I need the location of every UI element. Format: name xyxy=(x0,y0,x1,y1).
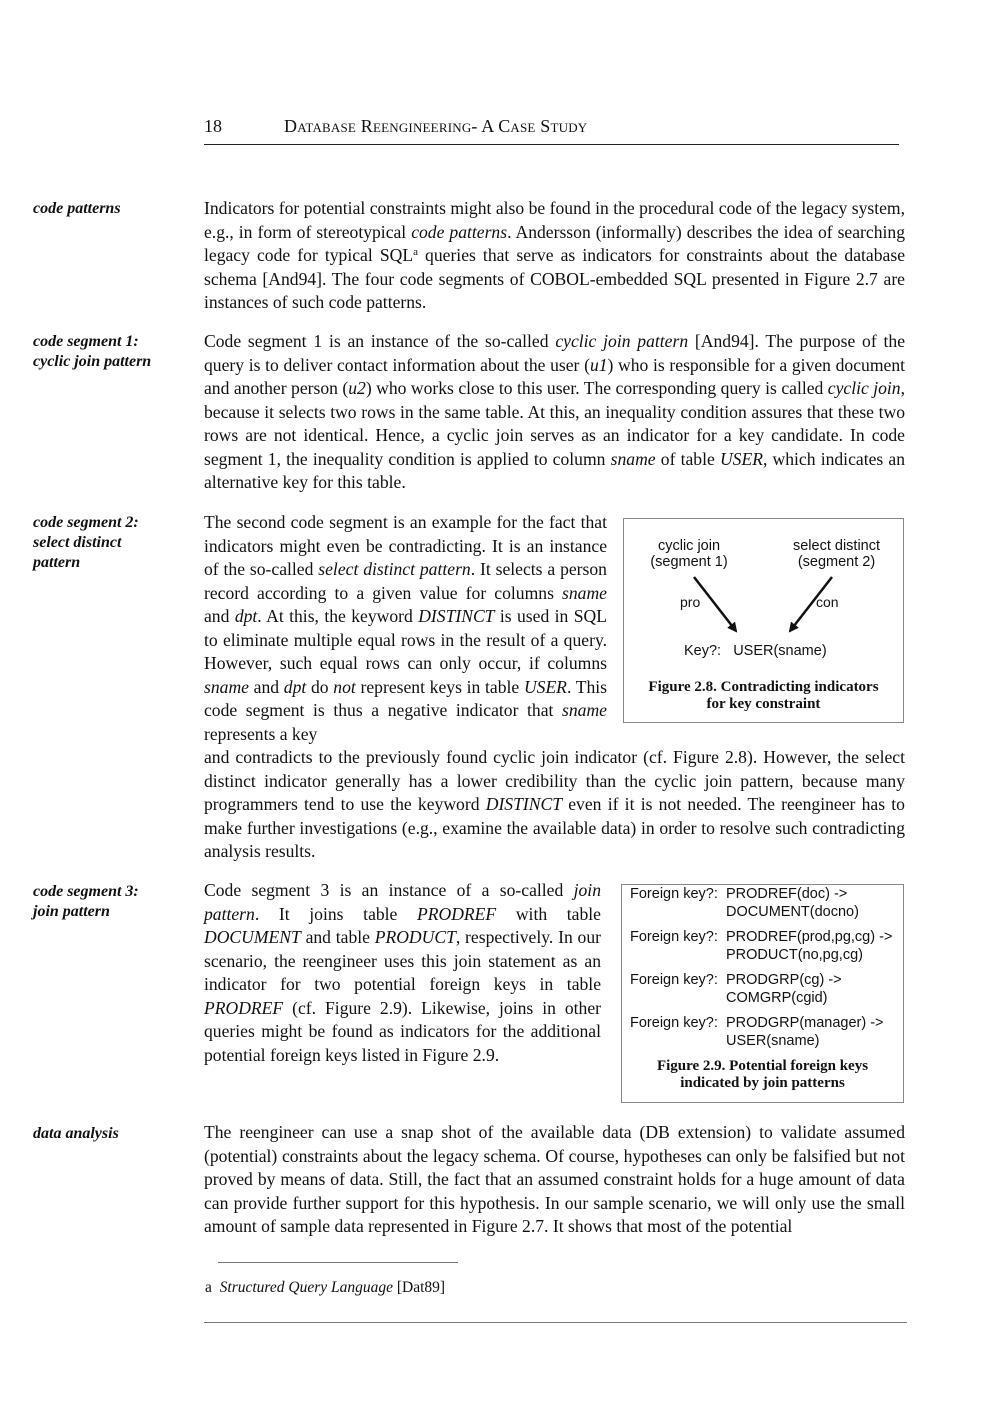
figure-2-9-caption: Figure 2.9. Potential foreign keys indicated by join patterns xyxy=(656,1058,869,1091)
paragraph-data-analysis: The reengineer can use a snap shot of the available data (DB extension) to validate assumed (potential) constraints about the legacy schema. Of course, hypotheses can only be falsified but not proved by means of data. Still, the fact that an assumed constraint holds for a huge amount of data can provide further support for this hypothesis. In our sample scenario, we will only use the small amount of sample data represented in Figure 2.7. It shows that most of the potential xyxy=(204,1122,905,1236)
margin-label-code-patterns: code patterns xyxy=(33,200,121,217)
foreign-key-row: Foreign key?: PRODGRP(cg) -> COMGRP(cgid) xyxy=(630,972,842,1006)
margin-label-code-segment-3: code segment 3: join pattern xyxy=(33,883,139,920)
footnote-separator xyxy=(218,1262,458,1263)
foreign-key-row: Foreign key?: PRODGRP(manager) -> USER(sname) xyxy=(630,1015,884,1049)
page-number: 18 xyxy=(204,116,222,136)
running-header xyxy=(204,114,899,145)
footnote-marker: a xyxy=(205,1279,212,1296)
footnote-title: Structured Query Language xyxy=(219,1279,393,1296)
paragraph-code-segment-3: Code segment 3 is an instance of a so-called join pattern. It joins table PRODREF with table DOCUMENT and table PRODUCT, respectively. In our scenario, the reengineer uses this join statement as an indicator for two potential foreign keys in table PRODREF (cf. Figure 2.9). Likewise, joins in other queries might be found as indicators for the additional potential foreign keys listed in Figure 2.9. xyxy=(204,880,601,1065)
foreign-key-row: Foreign key?: PRODREF(prod,pg,cg) -> PRODUCT(no,pg,cg) xyxy=(630,929,893,963)
margin-label-data-analysis: data analysis xyxy=(33,1125,119,1142)
figure-2-8 xyxy=(623,518,904,723)
edge-label-con: con xyxy=(816,594,839,610)
pro-arrow-icon xyxy=(694,577,736,631)
paragraph-code-segment-2-continued: and contradicts to the previously found cyclic join indicator (cf. Figure 2.8). However, the select distinct indicator generally has a lower credibility than the cyclic join pattern, because many programmers tend to use the keyword DISTINCT even if it is not needed. The reengineer has to make further investigations (e.g., examine the available data) in order to resolve such contradicting analysis results. xyxy=(204,747,905,861)
paragraph-code-segment-1: Code segment 1 is an instance of the so-called cyclic join pattern [And94]. The purpose of the query is to deliver contact information about the user (u1) who is responsible for a given document and another person (u2) who works close to this user. The corresponding query is called cyclic join, because it selects two rows in the same table. At this, an inequality condition assures that these two rows are not identical. Hence, a cyclic join serves as an indicator for a key candidate. In code segment 1, the inequality condition is applied to column sname of table USER, which indicates an alternative key for this table. xyxy=(204,331,906,492)
bottom-rule xyxy=(204,1322,907,1323)
footnote-citation: [Dat89] xyxy=(393,1279,446,1296)
node-cyclic-join: cyclic join (segment 1) xyxy=(650,538,728,570)
edge-label-pro: pro xyxy=(680,594,701,610)
footnote xyxy=(205,1279,445,1297)
target-key-user-sname: Key?: USER(sname) xyxy=(684,643,827,659)
foreign-key-list xyxy=(630,885,900,1057)
figure-2-8-caption: Figure 2.8. Contradicting indicators for key constraint xyxy=(648,679,879,712)
paragraph-code-segment-2-wrapped: The second code segment is an example for the fact that indicators might even be contradicting. It is an instance of the so-called select distinct pattern. It selects a person record according to a given value for columns sname and dpt. At this, the keyword DISTINCT is used in SQL to eliminate multiple equal rows in the result of a query. However, such equal rows can only occur, if columns sname and dpt do not represent keys in table USER. This code segment is thus a negative indicator that sname represents a key xyxy=(204,512,608,744)
node-select-distinct: select distinct (segment 2) xyxy=(792,538,881,570)
paragraph-code-patterns: Indicators for potential constraints might also be found in the procedural code of the legacy system, e.g., in form of stereotypical code patterns. Andersson (informally) describes the idea of searching legacy code for typical SQL$^a$ queries that serve as indicators for constraints about the database schema [And94]. The four code segments of COBOL-embedded SQL presented in Figure 2.7 are instances of such code patterns. xyxy=(204,198,906,312)
margin-label-code-segment-2: code segment 2: select distinct pattern xyxy=(33,514,139,571)
figure-2-9 xyxy=(621,884,904,1103)
footnote-ref: a xyxy=(413,246,418,258)
margin-label-code-segment-1: code segment 1: cyclic join pattern xyxy=(33,333,152,370)
foreign-key-row: Foreign key?: PRODREF(doc) -> DOCUMENT(docno) xyxy=(630,886,859,920)
running-title: Database Reengineering- A Case Study xyxy=(284,116,588,136)
